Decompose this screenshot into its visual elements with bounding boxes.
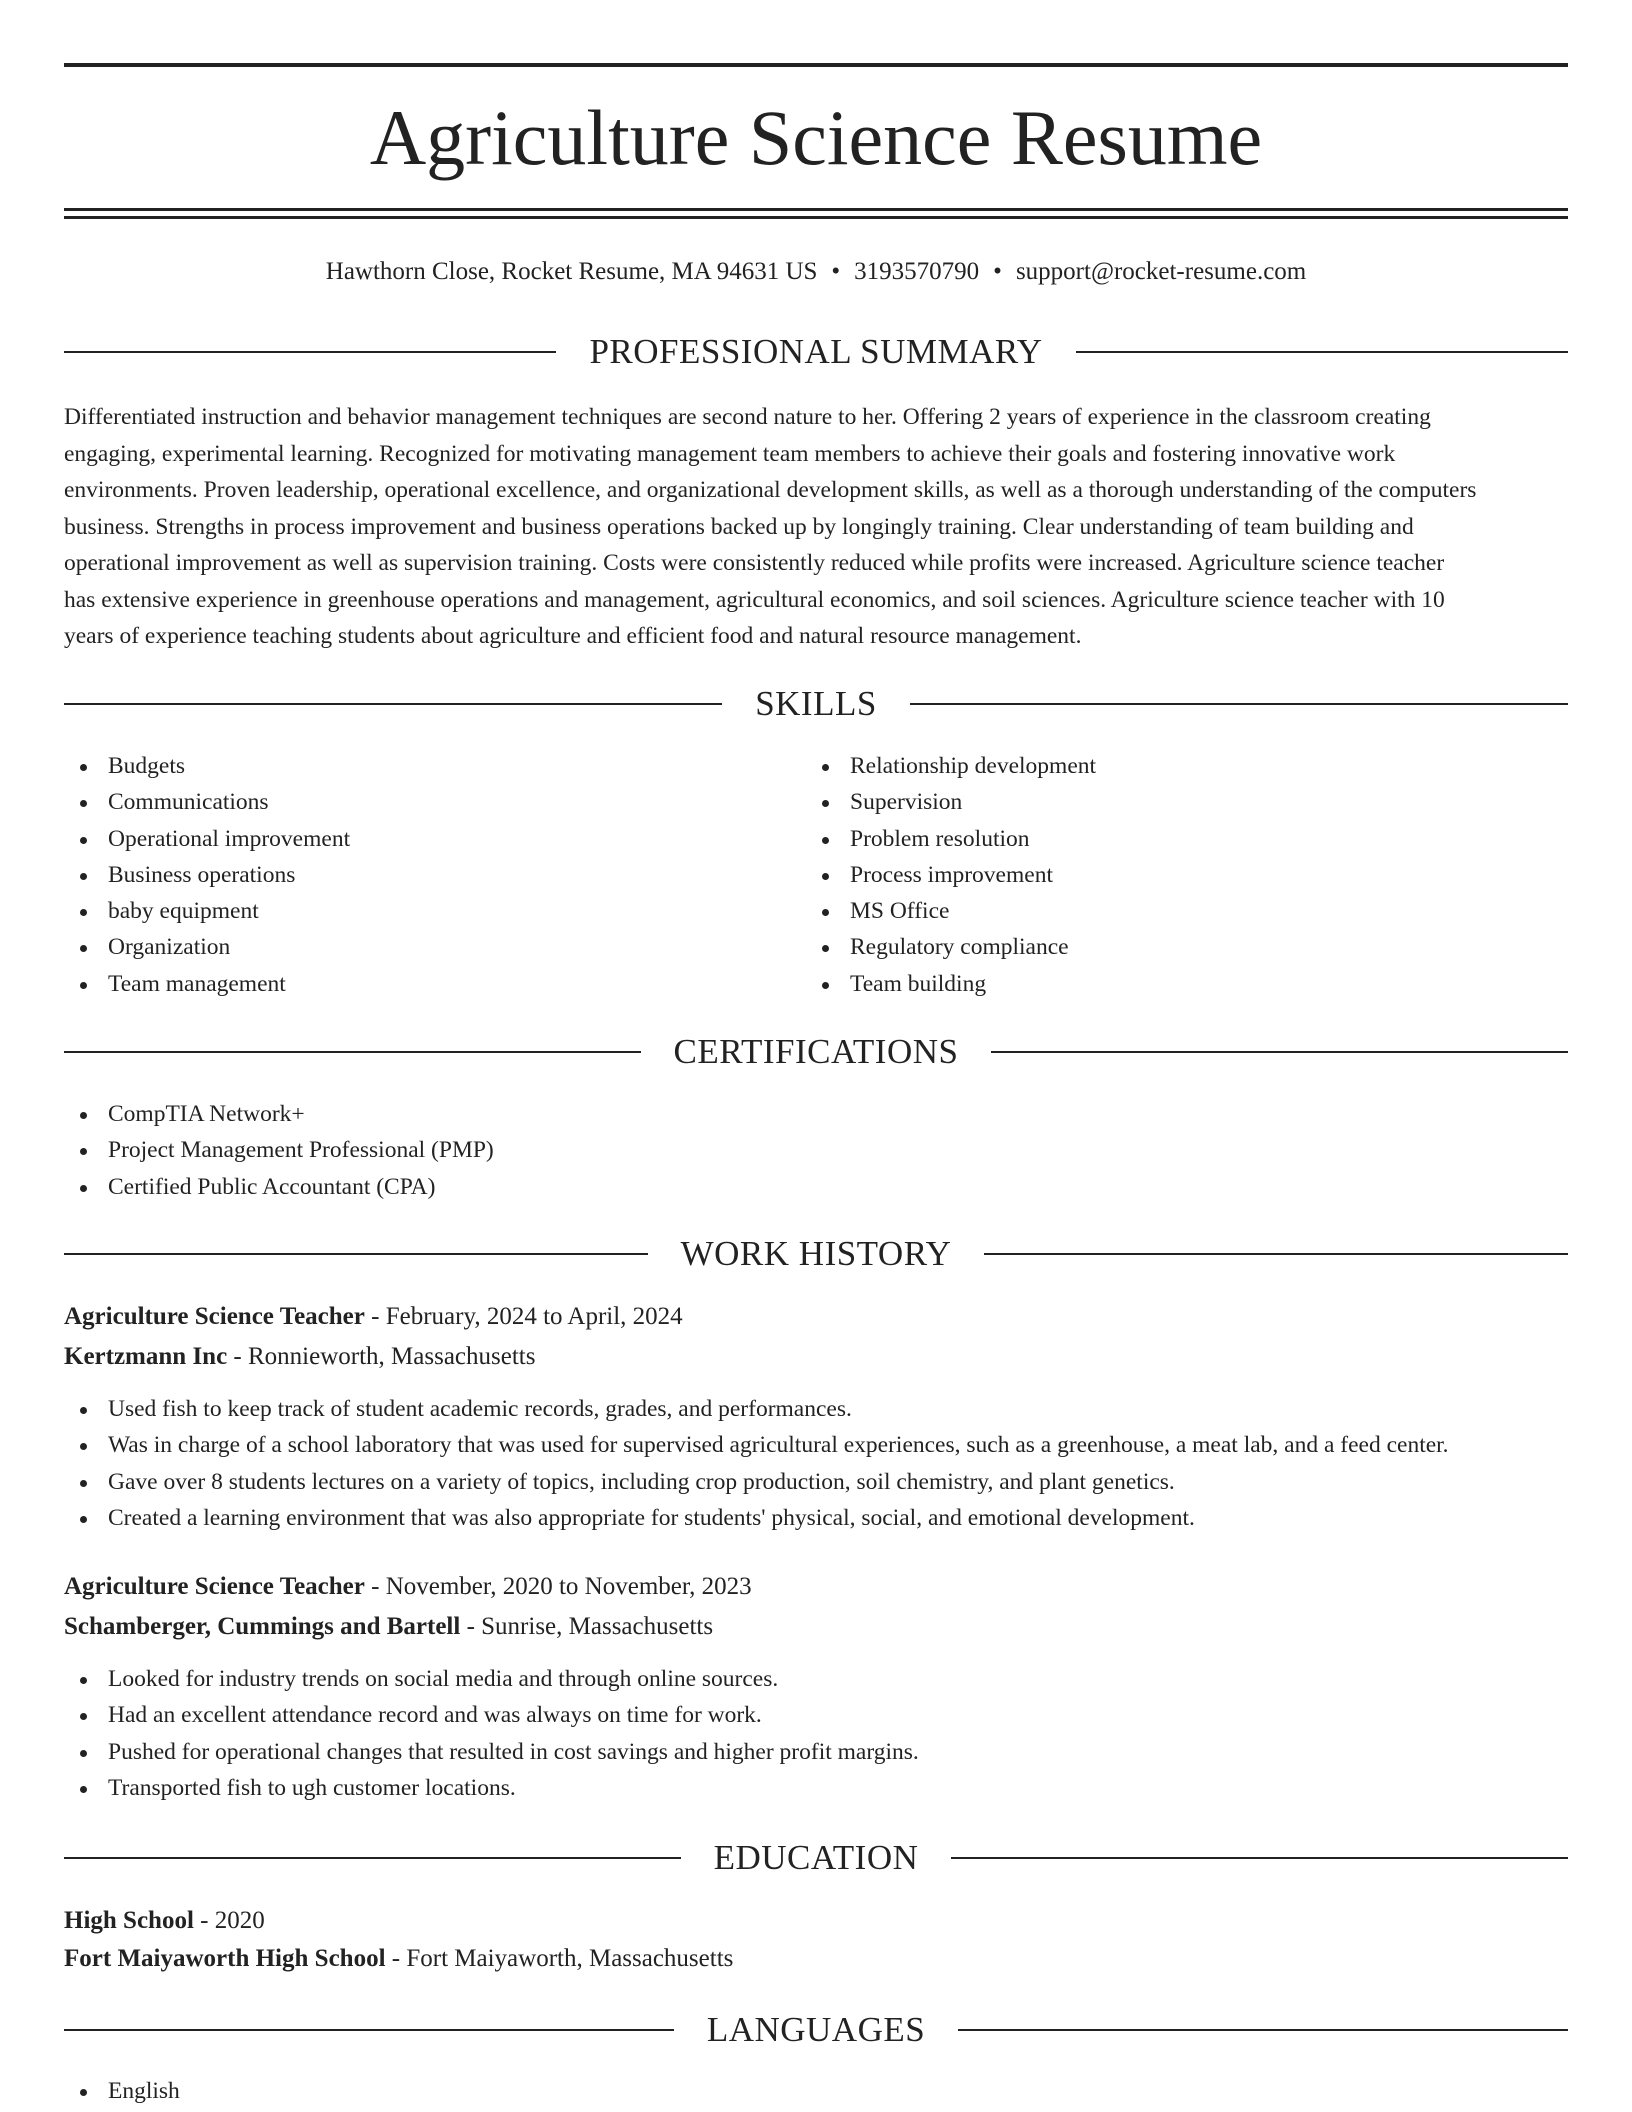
summary-line: years of experience teaching students about agriculture and efficient food and natural resource management. bbox=[64, 623, 1082, 649]
section-title-work: WORK HISTORY bbox=[680, 1234, 952, 1273]
job-title-line: Agriculture Science Teacher - February, 2024 to April, 2024 bbox=[64, 1303, 683, 1330]
summary-line: has extensive experience in greenhouse operations and management, agricultural economics, and soil sciences. Agriculture science teacher with 10 bbox=[64, 586, 1445, 613]
certification-item: CompTIA Network+ bbox=[64, 1096, 1568, 1132]
education-school-line: Fort Maiyaworth High School - Fort Maiyaworth, Massachusetts bbox=[64, 1945, 734, 1972]
job-company: Schamberger, Cummings and Bartell bbox=[64, 1613, 461, 1640]
job-title-line: Agriculture Science Teacher - November, 2020 to November, 2023 bbox=[64, 1573, 752, 1600]
section-rule-left bbox=[64, 1051, 641, 1053]
section-rule-left bbox=[64, 1857, 681, 1859]
education-degree: High School bbox=[64, 1907, 194, 1934]
section-rule-right bbox=[1076, 351, 1568, 353]
skill-item: Operational improvement bbox=[64, 821, 764, 857]
job-bullet: Looked for industry trends on social media and through online sources. bbox=[64, 1661, 1568, 1697]
job-bullet: Gave over 8 students lectures on a variety of topics, including crop production, soil chemistry, and plant genetics. bbox=[64, 1464, 1568, 1500]
contact-email: support@rocket-resume.com bbox=[1015, 258, 1307, 285]
job-bullet: Transported fish to ugh customer locations. bbox=[64, 1770, 1568, 1806]
job-bullet: Had an excellent attendance record and was always on time for work. bbox=[64, 1697, 1568, 1733]
section-header-education bbox=[64, 1833, 1568, 1883]
certification-item: Certified Public Accountant (CPA) bbox=[64, 1169, 1568, 1205]
contact-address: Hawthorn Close, Rocket Resume, MA 94631 US bbox=[325, 258, 818, 285]
summary-line: Differentiated instruction and behavior management techniques are second nature to her. Offering 2 years of experience in the classroom creating bbox=[64, 404, 1431, 430]
languages-list bbox=[64, 2073, 1568, 2109]
skill-item: Budgets bbox=[64, 748, 764, 784]
skill-item: Business operations bbox=[64, 857, 764, 893]
job-company: Kertzmann Inc bbox=[64, 1343, 228, 1370]
job-title: Agriculture Science Teacher bbox=[64, 1573, 365, 1600]
job-location: Ronnieworth, Massachusetts bbox=[248, 1343, 536, 1370]
job-dates: February, 2024 to April, 2024 bbox=[385, 1303, 683, 1330]
job-company-line: Schamberger, Cummings and Bartell - Sunrise, Massachusetts bbox=[64, 1613, 714, 1640]
summary-paragraph bbox=[64, 399, 1568, 655]
section-title-summary: PROFESSIONAL SUMMARY bbox=[589, 332, 1043, 371]
section-header-work bbox=[64, 1229, 1568, 1279]
section-rule-right bbox=[984, 1253, 1568, 1255]
language-item: English bbox=[64, 2073, 1568, 2109]
certification-item: Project Management Professional (PMP) bbox=[64, 1132, 1568, 1168]
skill-item: Relationship development bbox=[806, 748, 1506, 784]
contact-separator: • bbox=[831, 258, 841, 285]
job-location: Sunrise, Massachusetts bbox=[481, 1613, 714, 1640]
job-bullet: Used fish to keep track of student academic records, grades, and performances. bbox=[64, 1391, 1568, 1427]
section-title-skills: SKILLS bbox=[755, 684, 877, 723]
skills-list-left bbox=[64, 748, 764, 1002]
skill-item: Supervision bbox=[806, 784, 1506, 820]
section-rule-left bbox=[64, 703, 722, 705]
education-school: Fort Maiyaworth High School bbox=[64, 1945, 386, 1972]
skill-item: Process improvement bbox=[806, 857, 1506, 893]
section-header-summary bbox=[64, 327, 1568, 377]
education-location: Fort Maiyaworth, Massachusetts bbox=[406, 1945, 734, 1972]
skill-item: MS Office bbox=[806, 893, 1506, 929]
job-bullet: Was in charge of a school laboratory that was used for supervised agricultural experiences, such as a greenhouse, a meat lab, and a feed center. bbox=[64, 1427, 1568, 1463]
section-rule-right bbox=[958, 2029, 1568, 2031]
summary-line: business. Strengths in process improvement and business operations backed up by longingly training. Clear understanding of team building and bbox=[64, 513, 1414, 540]
summary-line: engaging, experimental learning. Recognized for motivating management team members to achieve their goals and fostering innovative work bbox=[64, 440, 1396, 467]
header-top-rule bbox=[64, 63, 1568, 67]
certifications-list bbox=[64, 1096, 1568, 1205]
skill-item: Team building bbox=[806, 966, 1506, 1002]
job-bullet: Created a learning environment that was also appropriate for students' physical, social, and emotional development. bbox=[64, 1500, 1568, 1536]
summary-line: environments. Proven leadership, operational excellence, and organizational development skills, as well as a thorough understanding of the computers bbox=[64, 477, 1477, 503]
section-rule-left bbox=[64, 351, 556, 353]
section-header-skills bbox=[64, 679, 1568, 729]
skill-item: Communications bbox=[64, 784, 764, 820]
section-rule-left bbox=[64, 1253, 648, 1255]
contact-line bbox=[64, 252, 1568, 292]
section-header-certifications bbox=[64, 1027, 1568, 1077]
header-double-rule-bottom bbox=[64, 216, 1568, 219]
contact-separator: • bbox=[993, 258, 1002, 285]
job-dates: November, 2020 to November, 2023 bbox=[385, 1573, 752, 1600]
header-double-rule-top bbox=[64, 208, 1568, 211]
skill-item: Problem resolution bbox=[806, 821, 1506, 857]
education-year: 2020 bbox=[214, 1907, 265, 1934]
job-bullets bbox=[64, 1391, 1568, 1536]
job-bullet: Pushed for operational changes that resulted in cost savings and higher profit margins. bbox=[64, 1734, 1568, 1770]
skill-item: Team management bbox=[64, 966, 764, 1002]
job-bullets bbox=[64, 1661, 1568, 1806]
resume-title: Agriculture Science Resume bbox=[369, 94, 1263, 181]
section-title-languages: LANGUAGES bbox=[706, 2010, 926, 2049]
skill-item: Organization bbox=[64, 929, 764, 965]
section-rule-left bbox=[64, 2029, 674, 2031]
job-company-line: Kertzmann Inc - Ronnieworth, Massachusetts bbox=[64, 1343, 536, 1370]
job-title: Agriculture Science Teacher bbox=[64, 1303, 365, 1330]
section-title-certifications: CERTIFICATIONS bbox=[673, 1032, 959, 1071]
section-header-languages bbox=[64, 2005, 1568, 2055]
section-rule-right bbox=[910, 703, 1568, 705]
skills-list-right bbox=[806, 748, 1506, 1002]
contact-phone: 3193570790 bbox=[854, 258, 980, 285]
summary-line: operational improvement as well as supervision training. Costs were consistently reduced while profits were increased. Agriculture science teacher bbox=[64, 550, 1445, 576]
education-degree-line: High School - 2020 bbox=[64, 1907, 265, 1934]
skill-item: baby equipment bbox=[64, 893, 764, 929]
section-title-education: EDUCATION bbox=[713, 1838, 919, 1877]
skill-item: Regulatory compliance bbox=[806, 929, 1506, 965]
section-rule-right bbox=[951, 1857, 1568, 1859]
section-rule-right bbox=[991, 1051, 1568, 1053]
